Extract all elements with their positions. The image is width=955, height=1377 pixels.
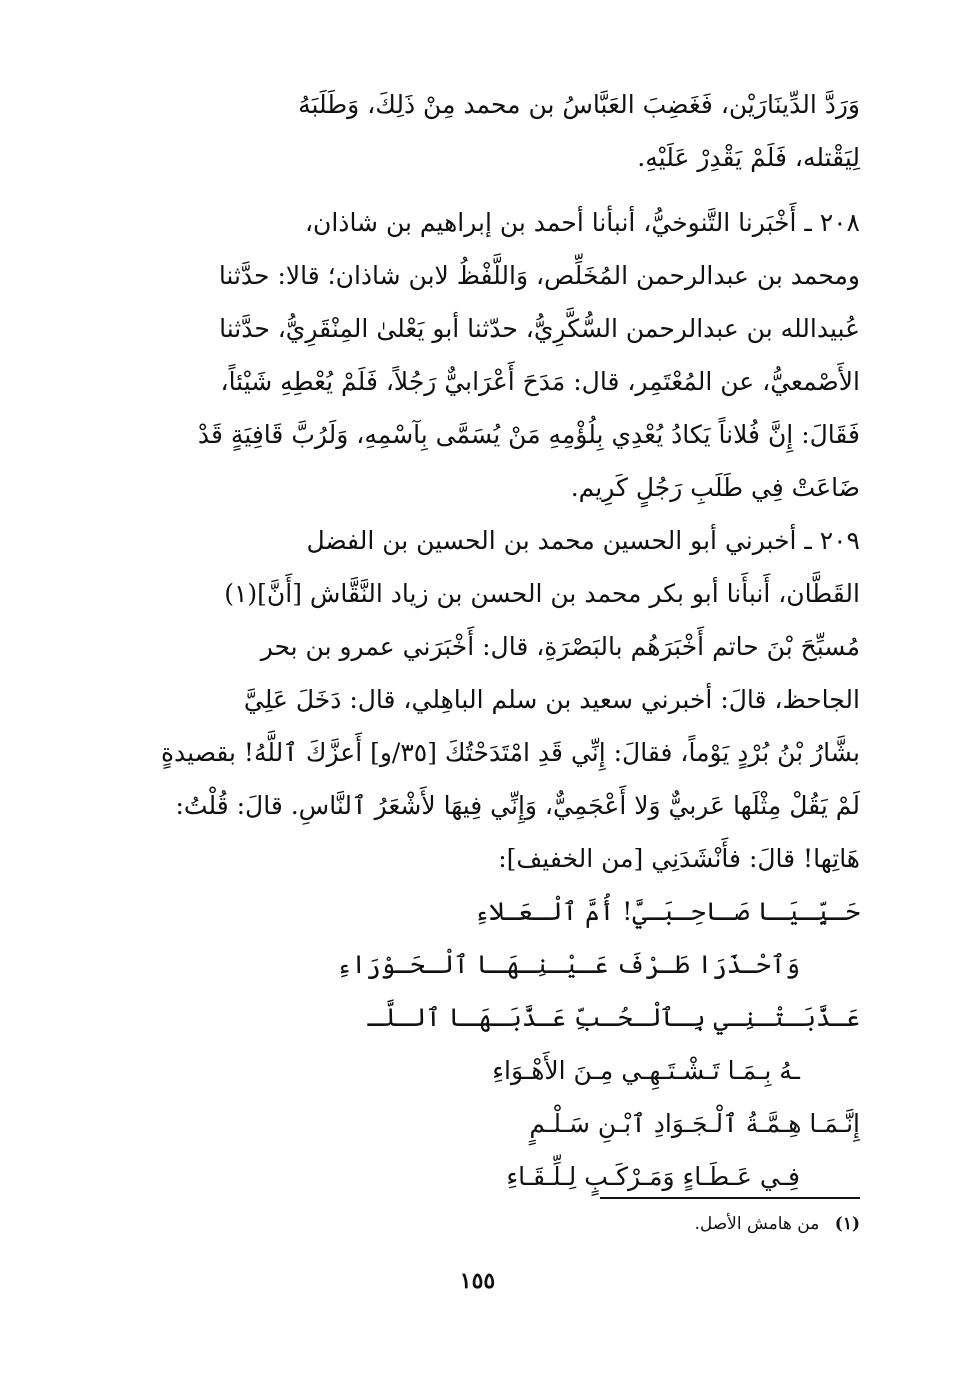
verse-hemistich: ـهُ بِـمَـا تَـشْـتَـهِـي مِـنَ الأَهْـوَاءِ: [492, 1056, 800, 1085]
footnote-number: (١): [834, 1214, 860, 1234]
text-line: القَطَّان، أَنبأَنا أبو بكر محمد بن الحسن بن زياد النَّقَّاش [أَنَّ](١): [224, 579, 860, 608]
paragraph-gap: [95, 184, 860, 196]
verse-hemistich: وَٱحْـذَرَا طَـرْفَ عَـيْـنِـهَـا ٱلْـحَـوْرَاءِ: [336, 950, 800, 979]
text-line: وَرَدَّ الدِّينَارَيْن، فَغَضِبَ العَبَّاسُ بن محمد مِنْ ذَلِكَ، وَطَلَبَهُ: [298, 90, 860, 119]
text-line: الجاحظ، قالَ: أخبرني سعيد بن سلم الباهِلي، قال: دَخَلَ عَلِيَّ: [243, 685, 860, 714]
text-line: ومحمد بن عبدالرحمن المُخَلِّص، وَاللَّفْظُ لابن شاذان؛ قالا: حدَّثنا: [218, 261, 860, 290]
text-line: ٢٠٩ ـ أخبرني أبو الحسين محمد بن الحسين بن الفضل: [306, 526, 860, 555]
text-line: ٢٠٨ ـ أَخْبَرنا التَّنوخيُّ، أنبأنا أحمد بن إبراهيم بن شاذان،: [304, 208, 860, 237]
text-line: عُبيدالله بن عبدالرحمن السُّكَّرِيُّ، حدّثنا أبو يَعْلىٰ المِنْقَرِيُّ، حدَّثنا: [219, 314, 860, 343]
text-line: هَاتِها! قالَ: فأَنْشَدَنِي [من الخفيف]:: [498, 844, 860, 873]
footnote-text: من هامش الأصل.: [694, 1214, 820, 1234]
verse-hemistich: حَـيِّـيَـا صَـاحِـبَـيَّ! أُمَّ ٱلْـعَـلاءِ: [474, 897, 860, 926]
footnote-divider: [600, 1197, 860, 1199]
text-line: الأَصْمعيُّ، عن المُعْتَمِر، قال: مَدَحَ أَعْرَابيٌّ رَجُلاً، فَلَمْ يُعْطِهِ شَيْئاً،: [220, 367, 860, 396]
text-line: ضَاعَتْ فِي طَلَبِ رَجُلٍ كَرِيم.: [570, 473, 860, 502]
text-line: لَمْ يَقُلْ مِثْلَها عَربيٌّ وَلا أَعْجَمِيٌّ، وَإِنِّي فِيهَا لأَشْعَرُ ٱلنَّاسِ. قالَ: قُلْتُ:: [175, 791, 860, 820]
verse-hemistich: فِـي عَـطَـاءٍ وَمَـرْكَـبٍ لِـلِّـقَـاءِ: [506, 1162, 800, 1191]
page-number: ١٥٥: [459, 1268, 496, 1294]
footnote: [694, 1214, 860, 1234]
text-line: بشَّارُ بْنُ بُرْدٍ يَوْماً، فقالَ: إِنِّي قَدِ امْتَدَحْتُكَ [٣٥/و] أَعزَّكَ ٱللَّهُ! بقصيدةٍ: [160, 738, 860, 767]
main-text: [95, 78, 860, 1203]
text-line: فَقَالَ: إِنَّ فُلاناً يَكادُ يُعْدِي بِلُؤْمِهِ مَنْ يُسَمَّى بِآسْمِهِ، وَلَرُبَّ قَافِيَةٍ قَدْ: [197, 420, 860, 449]
verse-hemistich: عَـذَّبَـتْـنِـي بِـٱلْـحُـبِّ عَـذَّبَـهَـا ٱلـلَّـ: [367, 1003, 860, 1032]
text-line: مُسبِّحَ بْنَ حاتم أَخْبَرَهُم بالبَصْرَةِ، قال: أَخْبَرَني عمرو بن بحر: [260, 632, 860, 661]
text-line: لِيَقْتله، فَلَمْ يَقْدِرْ عَلَيْهِ.: [637, 143, 860, 172]
verse-hemistich: إِنَّـمَـا هِـمَّـةُ ٱلْـجَـوَادِ ٱبْـنِ سَـلْـمٍ: [529, 1109, 860, 1138]
